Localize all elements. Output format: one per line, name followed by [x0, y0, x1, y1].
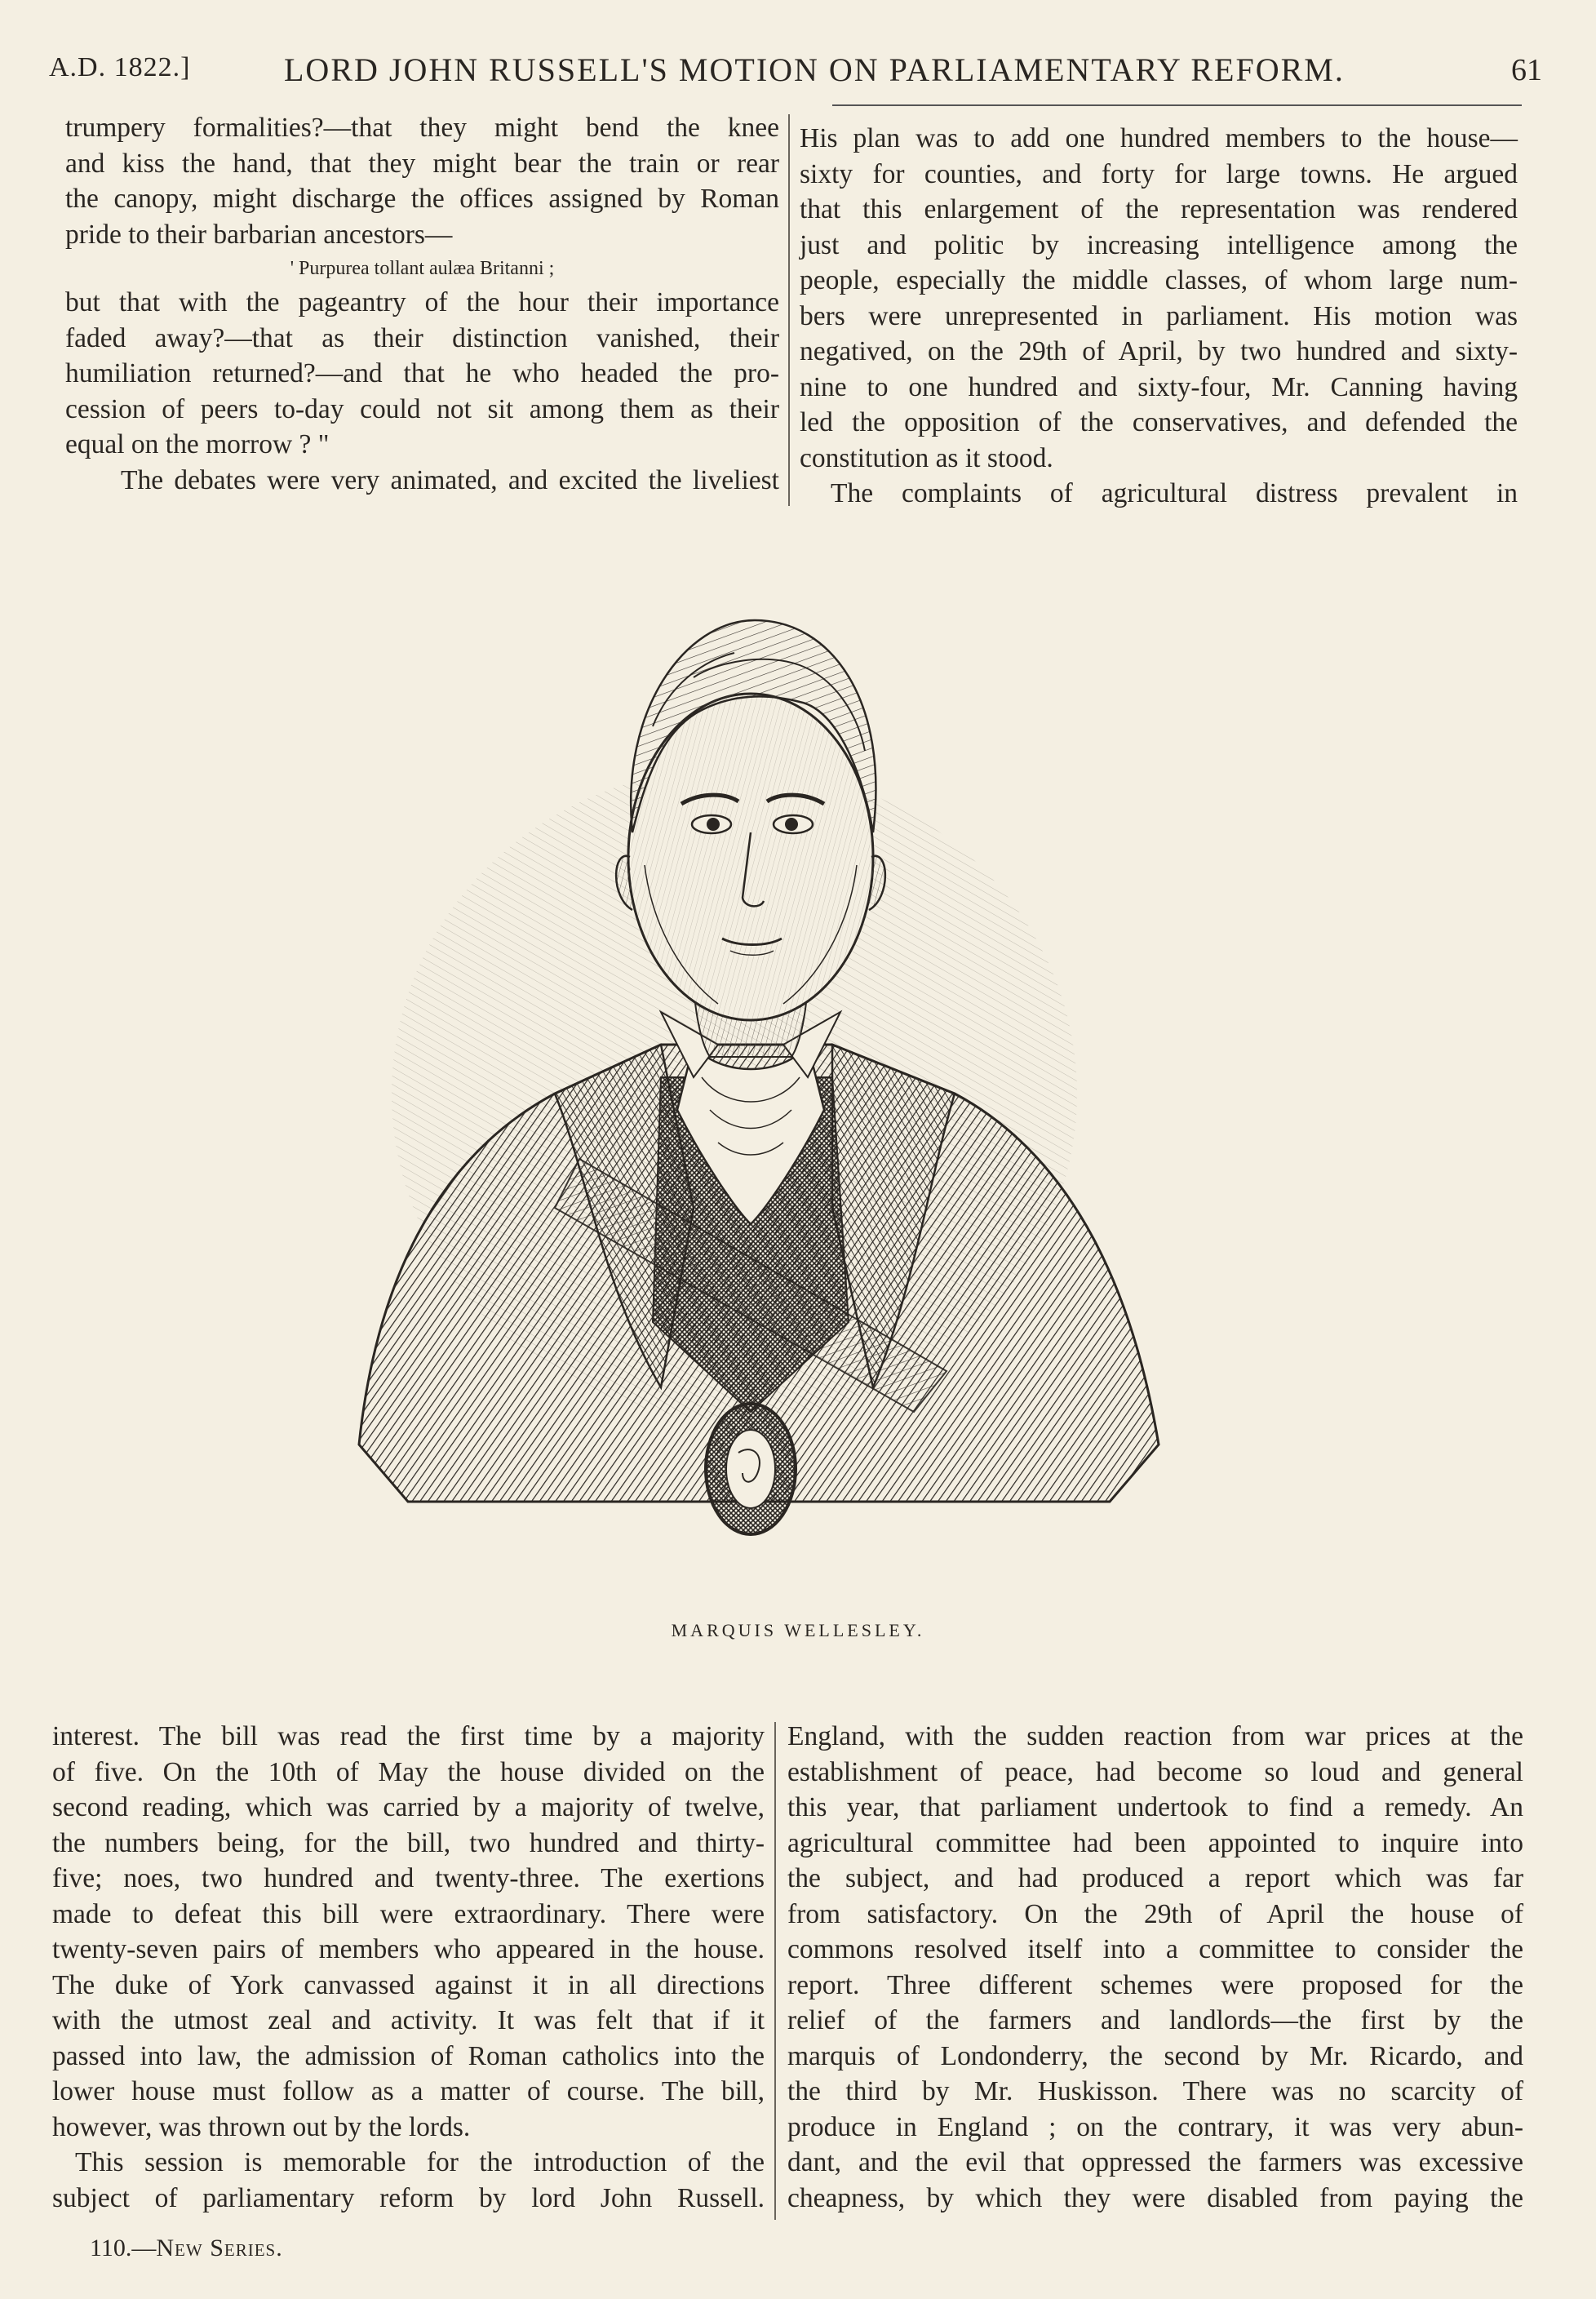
paragraph: [800, 476, 1518, 512]
paragraph: [52, 2145, 765, 2216]
text-line: cession of peers to-day could not sit among them as their: [65, 393, 779, 424]
paragraph: [65, 463, 779, 499]
text-line: passed into law, the admission of Roman catholics into the: [52, 2040, 765, 2071]
text-line: negatived, on the 29th of April, by two hundred and sixty-: [800, 336, 1518, 366]
text-line: nine to one hundred and sixty-four, Mr. Canning having: [800, 371, 1518, 402]
text-line: dant, and the evil that oppressed the farmers was excessive: [787, 2147, 1523, 2177]
text-line: England, with the sudden reaction from war prices at the: [787, 1721, 1523, 1751]
header-rule: [832, 104, 1522, 106]
text-line: trumpery formalities?—that they might bend the knee: [65, 113, 779, 143]
text-line: the numbers being, for the bill, two hundred and thirty-: [52, 1827, 765, 1858]
text-line: equal on the morrow ? ": [65, 429, 330, 459]
text-line: people, especially the middle classes, of whom large num-: [800, 265, 1518, 295]
text-line: His plan was to add one hundred members to the house—: [800, 123, 1518, 153]
portrait-engraving: [310, 588, 1224, 1600]
paragraph: [800, 121, 1518, 476]
column-top-left: [65, 110, 779, 498]
footer-number: 110.—: [90, 2235, 157, 2261]
column-divider-bottom: [774, 1722, 776, 2220]
text-line: made to defeat this bill were extraordinary. There were: [52, 1898, 765, 1929]
text-line: from satisfactory. On the 29th of April the house of: [787, 1898, 1523, 1929]
text-line: but that with the pageantry of the hour their importance: [65, 287, 779, 317]
text-line: this year, that parliament undertook to find a remedy. An: [787, 1792, 1523, 1822]
text-line: sixty for counties, and forty for large towns. He argued: [800, 158, 1518, 189]
text-line: interest. The bill was read the first time by a majority: [52, 1721, 765, 1751]
text-line: and kiss the hand, that they might bear the train or rear: [65, 148, 779, 179]
text-line: the third by Mr. Huskisson. There was no scarcity of: [787, 2076, 1523, 2106]
column-divider-top: [788, 114, 790, 506]
text-line: The complaints of agricultural distress prevalent in: [831, 478, 1518, 508]
text-line: establishment of peace, had become so loud and general: [787, 1756, 1523, 1787]
text-line: bers were unrepresented in parliament. His motion was: [800, 300, 1518, 331]
text-line: with the utmost zeal and activity. It was felt that if it: [52, 2005, 765, 2035]
paragraph: [65, 110, 779, 463]
text-line: pride to their barbarian ancestors—: [65, 219, 453, 250]
footer-signature: [90, 2235, 283, 2262]
text-line: marquis of Londonderry, the second by Mr. Ricardo, and: [787, 2040, 1523, 2071]
text-line: five; noes, two hundred and twenty-three. The exertions: [52, 1863, 765, 1893]
text-line: the canopy, might discharge the offices assigned by Roman: [65, 184, 779, 214]
text-line: the subject, and had produced a report which was far: [787, 1863, 1523, 1893]
column-bottom-left: [52, 1719, 765, 2216]
text-line: humiliation returned?—and that he who headed the pro-: [65, 358, 779, 388]
text-line: that this enlargement of the representation was rendered: [800, 194, 1518, 224]
text-line: lower house must follow as a matter of course. The bill,: [52, 2076, 765, 2106]
text-line: faded away?—that as their distinction vanished, their: [65, 322, 779, 353]
column-bottom-right: [787, 1719, 1523, 2216]
text-line: constitution as it stood.: [800, 442, 1053, 473]
footer-series: New Series.: [156, 2235, 283, 2261]
text-line: commons resolved itself into a committee to consider the: [787, 1934, 1523, 1964]
header-title: LORD JOHN RUSSELL'S MOTION ON PARLIAMENTARY REFORM.: [284, 51, 1345, 88]
text-line: of five. On the 10th of May the house divided on the: [52, 1756, 765, 1787]
text-line: just and politic by increasing intelligence among the: [800, 229, 1518, 260]
text-line: produce in England ; on the contrary, it was very abun-: [787, 2111, 1523, 2142]
latin-quote: ' Purpurea tollant aulæa Britanni ;: [290, 258, 555, 279]
paragraph: [52, 1719, 765, 2145]
page-number: 61: [1511, 53, 1542, 87]
text-line: relief of the farmers and landlords—the first by the: [787, 2005, 1523, 2035]
text-line: led the opposition of the conservatives, and defended the: [800, 407, 1518, 437]
portrait-caption: MARQUIS WELLESLEY.: [671, 1620, 925, 1640]
text-line: however, was thrown out by the lords.: [52, 2111, 471, 2142]
paragraph: [787, 1719, 1523, 2216]
text-line: report. Three different schemes were proposed for the: [787, 1969, 1523, 2000]
text-line: second reading, which was carried by a majority of twelve,: [52, 1792, 765, 1822]
text-line: twenty-seven pairs of members who appeared in the house.: [52, 1934, 765, 1964]
header-date: A.D. 1822.]: [49, 52, 191, 82]
running-header: [49, 47, 1542, 96]
text-line: cheapness, by which they were disabled from paying the: [787, 2182, 1523, 2213]
column-top-right: [800, 121, 1518, 512]
text-line: subject of parliamentary reform by lord John Russell.: [52, 2182, 765, 2213]
text-line: The debates were very animated, and excited the liveliest: [121, 464, 779, 495]
text-line: The duke of York canvassed against it in all directions: [52, 1969, 765, 2000]
text-line: This session is memorable for the introduction of the: [75, 2147, 765, 2177]
text-line: agricultural committee had been appointed to inquire into: [787, 1827, 1523, 1858]
